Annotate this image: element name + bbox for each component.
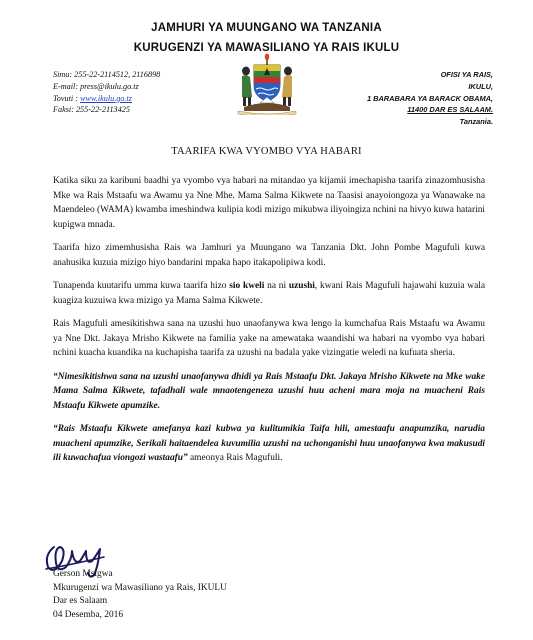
country-line: Tanzania. — [459, 117, 493, 127]
document-title: TAARIFA KWA VYOMBO VYA HABARI — [171, 146, 362, 157]
contact-left — [53, 69, 160, 116]
ikulu-line: IKULU, — [468, 81, 493, 91]
document-body — [53, 174, 485, 475]
header-subtitle: KURUGENZI YA MAWASILIANO YA RAIS IKULU — [133, 42, 400, 54]
email-value: press@ikulu.go.tz — [80, 81, 139, 91]
signatory-place: Dar es Salaam — [53, 596, 108, 607]
signatory-name: Gerson Msigwa — [53, 569, 113, 579]
coat-of-arms-emblem — [234, 53, 300, 115]
quote-1: “Nimesikitishwa sana na uzushi unaofanywa dhidi ya Rais Mstaafu Dkt. Jakaya Mrisho Kikwete na Mke wake Mama Salma Kikwete, tafadhali wale mnaotengeneza uzushi huu acheni mara moja na muacheni Rais Mstaafu Kikwete apumzike. — [53, 371, 485, 411]
email-line — [53, 81, 160, 93]
signature-block — [53, 568, 227, 622]
contact-right — [333, 69, 493, 128]
paragraph-3 — [53, 279, 485, 308]
paragraph-1: Katika siku za karibuni baadhi ya vyombo vya habari na mitandao ya kijamii imechapisha taarifa zinazomhusisha Mke wa Rais Mstaafu wa Awamu ya Nne Mhe. Mama Salma Kikwete na Taasisi anayoiongoza ya Wanawake na Maendeleo (WAMA) kwamba imeshindwa kulipia kodi mizigo mikubwa iliyoingiza nchini na hivyo kuwa hatarini kupigwa mnada. — [53, 176, 485, 230]
paragraph-3-text-b: na ni — [264, 281, 289, 291]
office-line: OFISI YA RAIS, — [440, 70, 493, 79]
quote-2-attribution: ameonya Rais Magufuli. — [187, 453, 283, 463]
quote-2-paragraph — [53, 422, 485, 466]
signature-date: 04 Desemba, 2016 — [53, 609, 124, 620]
website-line — [53, 93, 160, 105]
paragraph-3-text-c: , kwani Rais Magufuli hajawahi kuzuia wala kuagiza kuzuiwa kwa mizigo ya Mama Salma Kikwete. — [53, 281, 485, 306]
paragraph-3-emphasis-2: uzushi — [288, 281, 315, 291]
paragraph-2: Taarifa hizo zimemhusisha Rais wa Jamhuri ya Muungano wa Tanzania Dkt. John Pombe Magufuli kuwa anahusika kuzuia mizigo hiyo bandarini mpaka hapo itakapolipiwa kodi. — [53, 243, 485, 268]
header-title: JAMHURI YA MUUNGANO WA TANZANIA — [151, 22, 382, 34]
street-line: 1 BARABARA YA BARACK OBAMA, — [366, 93, 493, 103]
email-label: E-mail: — [53, 81, 81, 91]
quote-2: “Rais Mstaafu Kikwete amefanya kazi kubwa ya kulitumikia Taifa hili, amestaafu anapumzika, narudia muacheni apumzike, Serikali haitaendelea kuvumilia uzushi na uchonganishi huu unaofanywa kwa makusudi ili kuwachafua viongozi wastaafu” — [53, 424, 485, 463]
website-link[interactable]: www.ikulu.go.tz — [80, 93, 132, 103]
phone-line: Simu: 255-22-2114512, 2116898 — [53, 70, 161, 79]
paragraph-3-text-a: Tunapenda kuutarifu umma kuwa taarifa hizo — [53, 281, 230, 291]
fax-line: Faksi: 255-22-2113425 — [53, 105, 130, 115]
paragraph-4: Rais Magufuli amesikitishwa sana na uzushi huo unaofanywa kwa lengo la kumchafua Rais Mstaafu wa Awamu ya Nne Dkt. Jakaya Mrisho Kikwete na familia yake na amewataka waandishi wa habari na vyombo vya habari nchini kuacha kuandika na kuchapisha taarifa za uzushi na badala yake vizingatie weledi na kufuata sheria. — [53, 319, 485, 358]
postal-line: 11400 DAR ES SALAAM. — [407, 105, 493, 115]
signatory-role: Mkurugenzi wa Mawasiliano ya Rais, IKULU — [53, 582, 227, 593]
paragraph-3-emphasis-1: sio kweli — [229, 281, 265, 291]
website-label: Tovuti : — [53, 93, 80, 103]
